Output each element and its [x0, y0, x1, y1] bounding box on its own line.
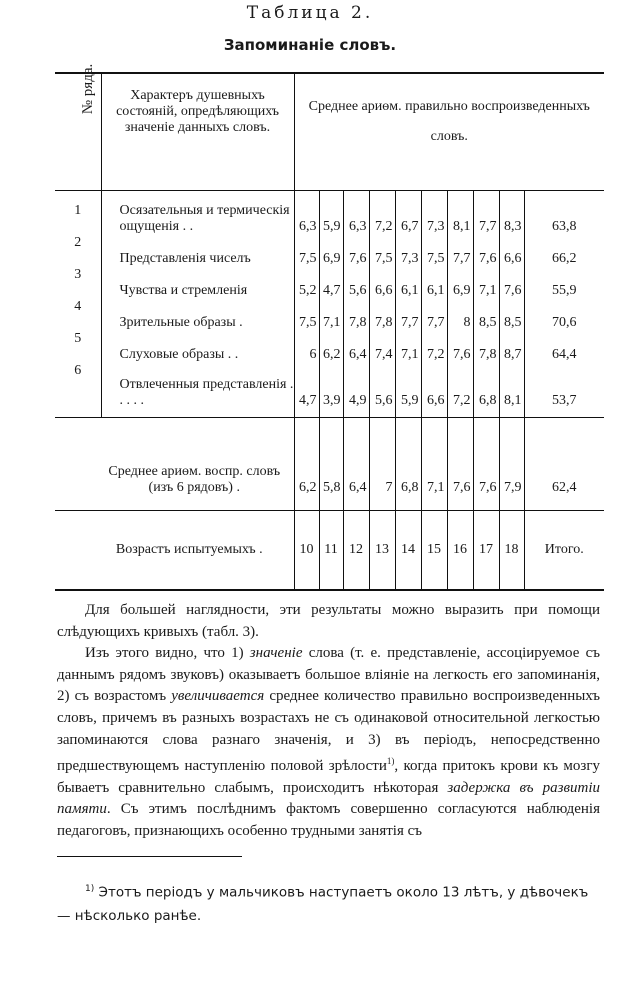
- table-row: 5 Слуховые образы . . 6 6,2 6,4 7,4 7,1 7,2 7,6 7,8 8,7 64,4: [55, 331, 604, 363]
- memory-table: [55, 63, 604, 591]
- table-row: 6 Отвлеченныя представленія . . . . . 4,7 3,9 4,9 5,6 5,9 6,6 7,2 6,8 8,1 53,7: [55, 363, 604, 418]
- paragraph: Для большей наглядности, эти результаты можно выразить при помощи слѣдующихъ кривыхъ (табл. 3).: [57, 602, 600, 640]
- table-row: 4 Зрительные образы . 7,5 7,1 7,8 7,8 7,7 7,7 8 8,5 8,5 70,6: [55, 299, 604, 331]
- mean-row: Среднее ариѳм. воспр. словъ (изъ 6 рядовъ) . 6,2 5,8 6,4 7 6,8 7,1 7,6 7,6 7,9 62,4: [55, 418, 604, 511]
- table-row: 2 Представленія чиселъ 7,5 6,9 7,6 7,5 7,3 7,5 7,7 7,6 6,6 66,2: [55, 235, 604, 267]
- table-row: 1 Осязательныя и термическія ощущенія . . 6,3 5,9 6,3 7,2 6,7 7,3 8,1 7,7 8,3 63,8: [55, 191, 604, 236]
- footnote: $^{1)}$ Этотъ періодъ у мальчиковъ наступаетъ около 13 лѣтъ, у дѣвочекъ — нѣсколько ранѣе.: [57, 884, 589, 924]
- table-caption: Таблица 2.: [246, 3, 374, 23]
- header-row-number: № ряда.: [55, 73, 101, 191]
- header-characteristic: Характеръ душевныхъ состояній, опредѣляющихъ значеніе данныхъ словъ.: [101, 73, 294, 191]
- body-text: [57, 600, 600, 843]
- header-mean: Среднее ариѳм. правильно воспроизведенныхъ словъ.: [294, 73, 604, 191]
- age-row: Возрастъ испытуемыхъ . 10 11 12 13 14 15 16 17 18 Итого.: [55, 511, 604, 591]
- footnote-divider: [57, 856, 242, 857]
- table-row: 3 Чувства и стремленія 5,2 4,7 5,6 6,6 6,1 6,1 6,9 7,1 7,6 55,9: [55, 267, 604, 299]
- table-subtitle: Запоминаніе словъ.: [223, 36, 397, 54]
- paragraph: Изъ этого видно, что 1) значеніе слова (т. е. представленіе, ассоціируемое съ даннымъ рядомъ звуковъ) оказываетъ большое вліяніе на легкость его запоминанія, 2) съ возрастомъ увеличивается среднее количество правильно воспроизведенныхъ словъ, причемъ въ разныхъ возрастахъ не съ одинаковой относительной легкостью запоминаются слова разнаго значенія, и 3) въ періодъ, непосредственно предшествующемъ наступленію половой зрѣлости$^{1)}$, когда притокъ крови къ мозгу бываетъ сравнительно слабымъ, происходитъ нѣкоторая задержка въ развитіи памяти. Съ этимъ послѣднимъ фактомъ совершенно согласуются наблюденія педагоговъ, признающихъ особенно трудными занятія съ: [57, 645, 601, 839]
